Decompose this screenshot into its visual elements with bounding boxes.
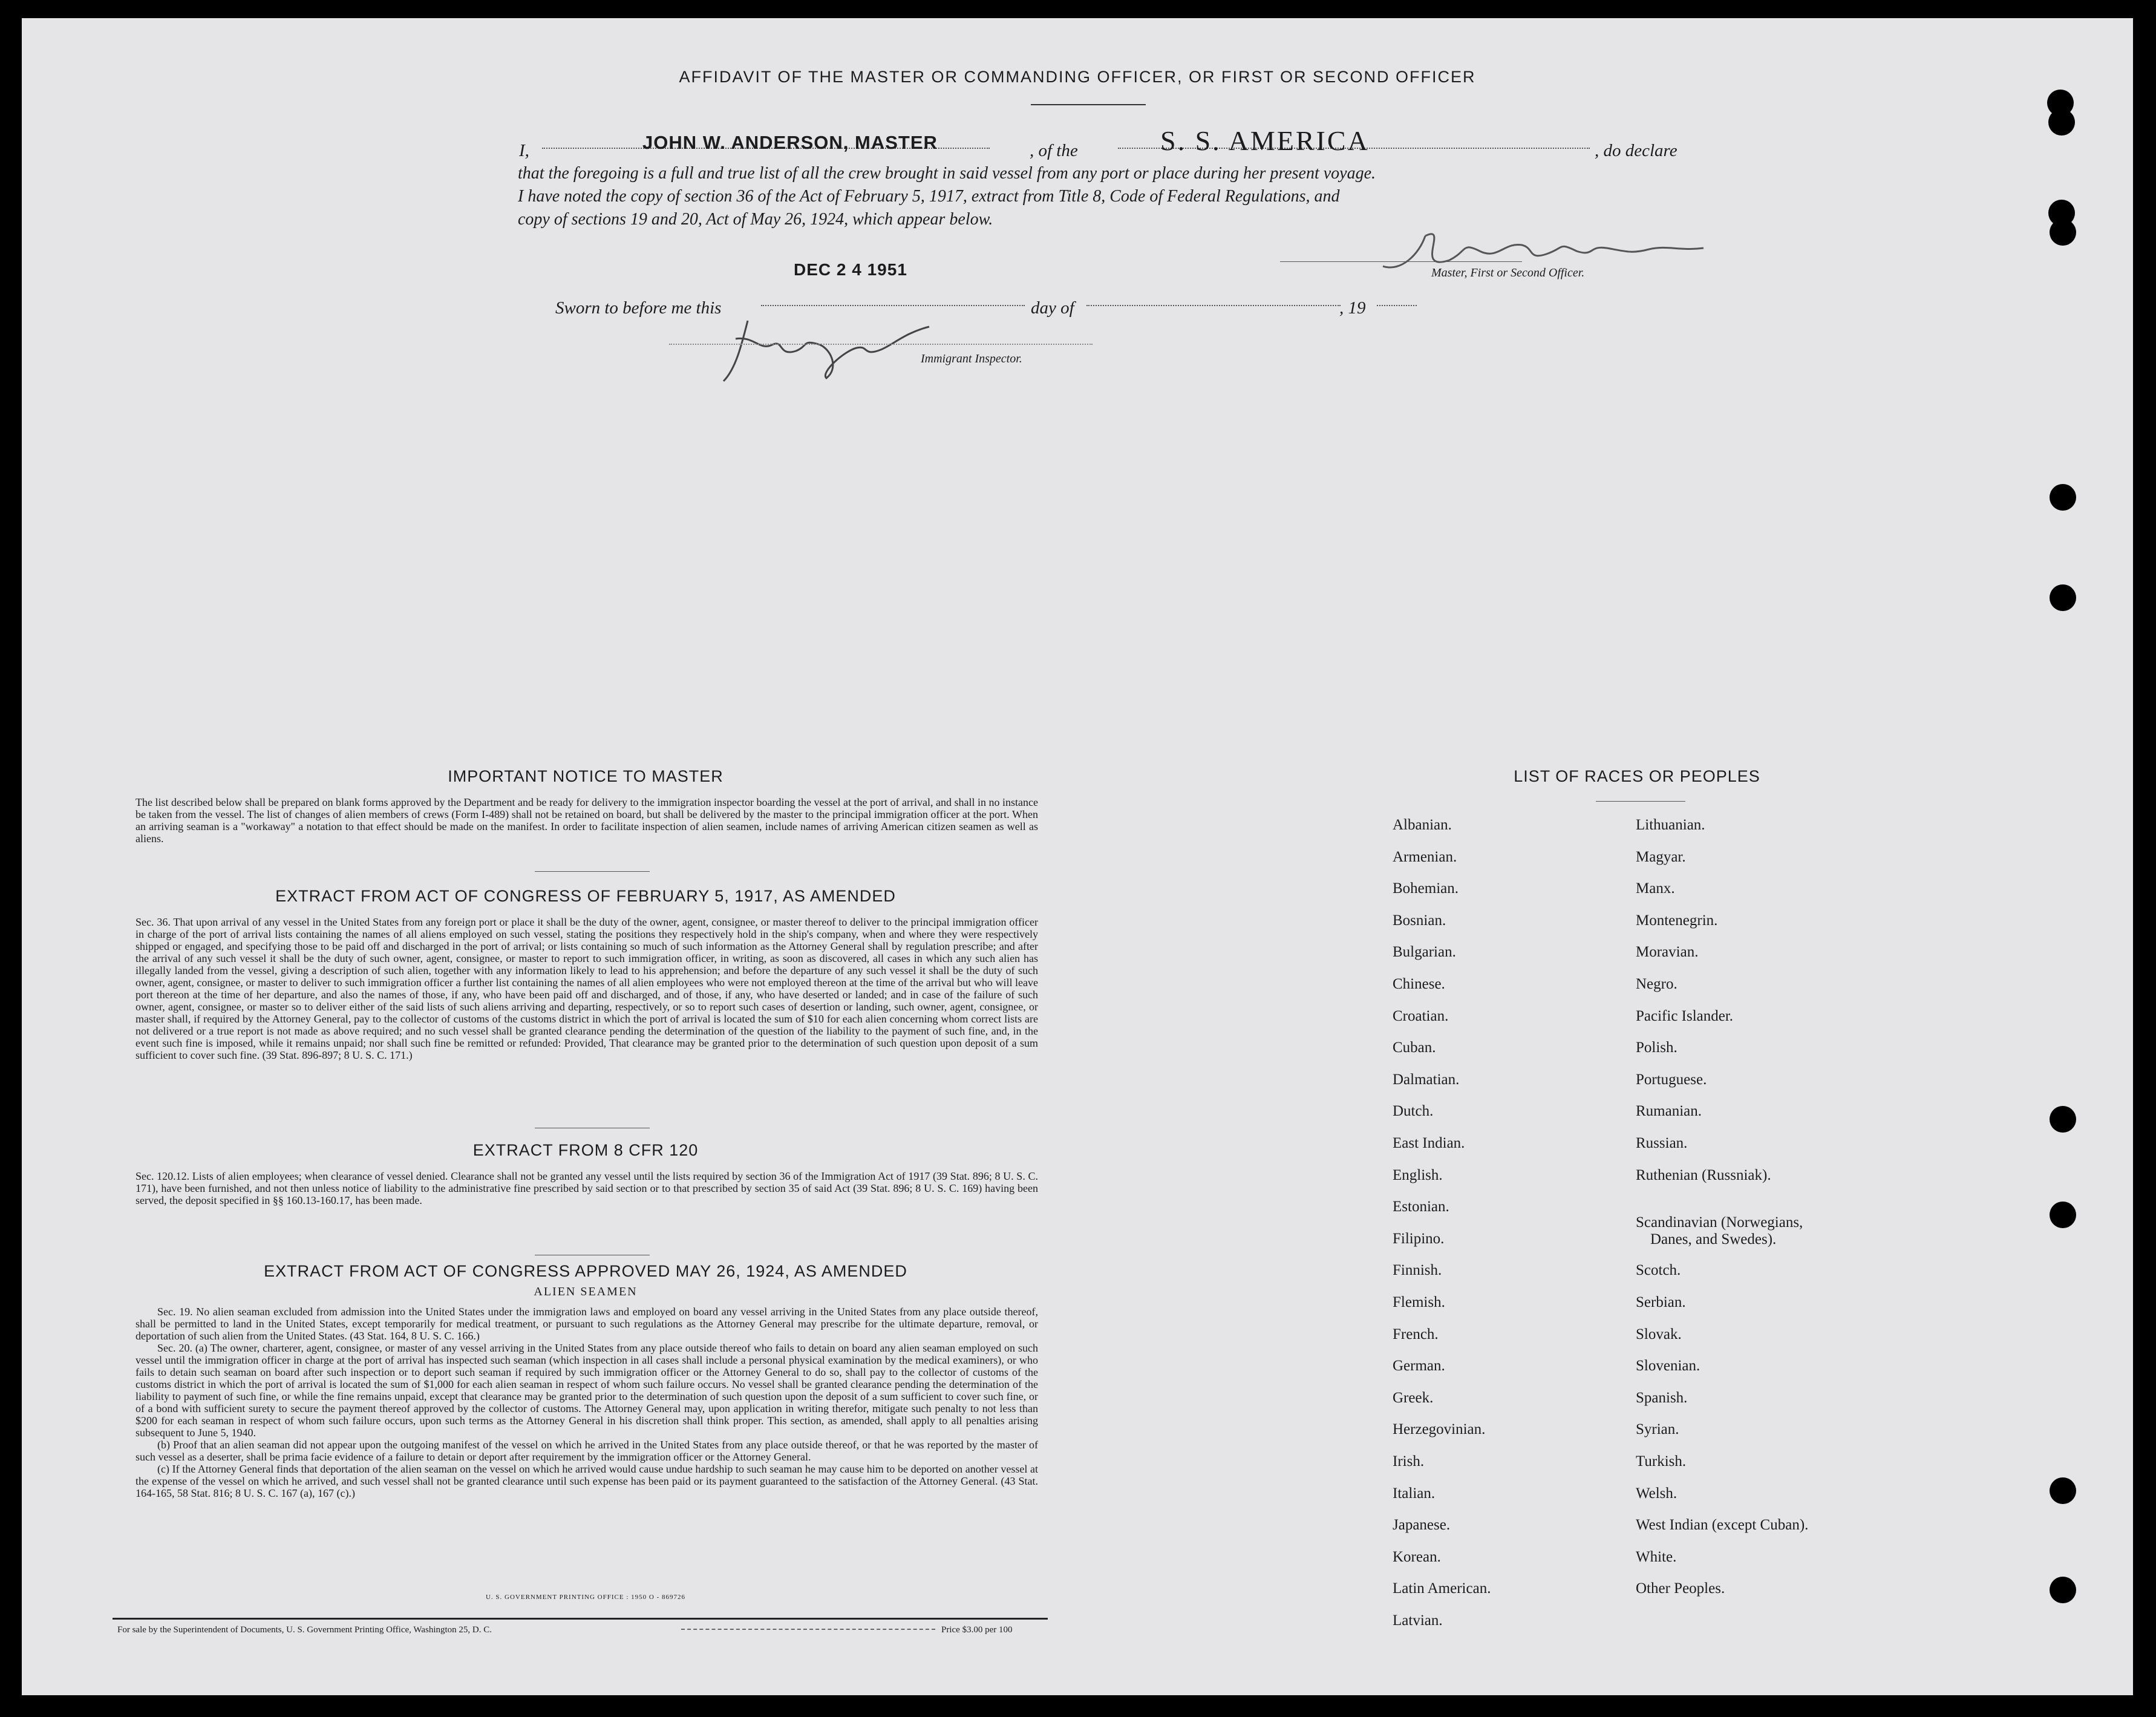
race-item: Syrian.: [1636, 1421, 1679, 1438]
race-item: Herzegovinian.: [1393, 1421, 1486, 1438]
extract-1917-text: Sec. 36. That upon arrival of any vessel in the United States from any foreign port or place it shall be the duty of the owner, agent, consignee, or master thereof to deliver to the principal immigration officer in charge of the port of arrival lists containing the names of all aliens employed on such vessel, stating the positions they respectively hold in the ship's company, when and where they were respectively shipped or engaged, and specifying those to be paid off and discharged in the port of arrival; or lists containing so much of such information as the Attorney General shall by regulation prescribe; and after the arrival of any such vessel it shall be the duty of such owner, agent, consignee, or master to report to such immigration officer, in writing, as soon as discovered, all cases in which any such alien has illegally landed from the vessel, giving a description of such alien, together with any information likely to lead to his apprehension; and before the departure of any such vessel it shall be the duty of such owner, agent, consignee, or master to deliver to such immigration officer a further list containing the names of all alien employees who were not employed thereon at the time of the arrival but who will leave port thereon at the time of her departure, and also the names of those, if any, who have been paid off and discharged, and of those, if any, who have deserted or landed; and in case of the failure of such owner, agent, consignee, or master so to deliver either of the said lists of such aliens arriving and departing, respectively, or so to report such cases of desertion or landing, such owner, agent, consignee, or master shall, if required by the Attorney General, pay to the collector of customs of the customs district in which the port of arrival is located the sum of $10 for each alien concerning whom correct lists are not delivered or a true report is not made as above required; and no such vessel shall be granted clearance pending the determination of the question of the liability to the payment of such fine, and, in the event such fine is imposed, while it remains unpaid; nor shall such fine be remitted or refunded: Provided, That clearance may be granted prior to the determination of such question upon deposit of a sum sufficient to cover such fine. (39 Stat. 896-897; 8 U. S. C. 171.): [136, 916, 1038, 1061]
race-item: Scandinavian (Norwegians,: [1636, 1214, 1803, 1231]
race-item: Moravian.: [1636, 944, 1699, 961]
race-item: Latvian.: [1393, 1612, 1443, 1629]
affidavit-title: AFFIDAVIT OF THE MASTER OR COMMANDING OFFICER, OR FIRST OR SECOND OFFICER: [679, 68, 1476, 86]
race-item: Bosnian.: [1393, 912, 1446, 929]
race-item: White.: [1636, 1548, 1677, 1565]
race-item: Flemish.: [1393, 1294, 1445, 1310]
form-page: [22, 18, 2133, 1695]
day-of-text: day of: [1031, 298, 1074, 318]
punch-hole: [2050, 1202, 2076, 1228]
race-item: Dalmatian.: [1393, 1071, 1460, 1088]
title-rule: [1031, 104, 1146, 105]
punch-hole: [2050, 219, 2076, 246]
affidavit-line-2: that the foregoing is a full and true list of all the crew brought in said vessel from any port or place during her present voyage.: [518, 164, 1376, 183]
notice-text: The list described below shall be prepared on blank forms approved by the Department and be ready for delivery to the immigration inspector boarding the vessel at the port of arrival, and shall in no instance be taken from the vessel. The list of changes of alien members of crews (Form I-489) shall not be retained on board, but shall be delivered by the master to the principal immigration officer at the port. When an arriving seaman is a "workaway" a notation to that effect should be made on the manifest. In order to facilitate inspection of alien seamen, include names of arriving American citizen seamen as well as aliens.: [136, 796, 1038, 845]
race-item: German.: [1393, 1358, 1445, 1375]
race-item: Turkish.: [1636, 1453, 1687, 1470]
affidavit-line-4: copy of sections 19 and 20, Act of May 26, 1924, which appear below.: [518, 210, 993, 229]
extract-1917-heading: EXTRACT FROM ACT OF CONGRESS OF FEBRUARY 5, 1917, AS AMENDED: [275, 887, 896, 905]
notice-rule: [535, 871, 650, 872]
race-item: Serbian.: [1636, 1294, 1686, 1310]
sworn-month-line: [1086, 305, 1341, 306]
race-item: Other Peoples.: [1636, 1580, 1725, 1597]
punch-hole: [2050, 1477, 2076, 1504]
sec-20c-paragraph: (c) If the Attorney General finds that deportation of the alien seaman on the vessel on which he arrived would cause undue hardship to such seaman he may cause him to be deported on another vessel at the expense of the vessel on which he arrived, and such vessel shall not be granted clearance until such expense has been paid or its payment guaranteed to the satisfaction of the Attorney General. (43 Stat. 164-165, 58 Stat. 816; 8 U. S. C. 167 (a), 167 (c).): [136, 1463, 1038, 1499]
extract-cfr-text: Sec. 120.12. Lists of alien employees; when clearance of vessel denied. Clearance shall not be granted any vessel until the lists required by section 36 of the Immigration Act of 1917 (39 Stat. 896; 8 U. S. C. 171), have been furnished, and not then unless notice of liability to the administrative fine prescribed by said section or to that prescribed by section 35 of said Act (39 Stat. 896; 8 U. S. C. 169) having been served, the deposit specified in §§ 160.13-160.17, has been made.: [136, 1170, 1038, 1206]
races-heading: LIST OF RACES OR PEOPLES: [1514, 767, 1760, 785]
race-item: Irish.: [1393, 1453, 1425, 1470]
master-caption: Master, First or Second Officer.: [1431, 266, 1585, 280]
sec-19-paragraph: Sec. 19. No alien seaman excluded from admission into the United States under the immigration laws and employed on board any vessel arriving in the United States from any place outside thereof, shall be permitted to land in the United States, except temporarily for medical treatment, or pursuant to such regulations as the Attorney General may prescribe for the ultimate departure, removal, or deportation of such alien from the United States. (43 Stat. 164, 8 U. S. C. 166.): [136, 1306, 1038, 1342]
race-item: Croatian.: [1393, 1007, 1449, 1024]
race-item: Slovenian.: [1636, 1358, 1700, 1375]
sworn-text: Sworn to before me this: [555, 298, 722, 318]
extract-1924-body: [136, 1306, 1038, 1499]
punch-hole: [2048, 109, 2075, 136]
races-column-1: [1393, 817, 1610, 1652]
race-item: Rumanian.: [1636, 1103, 1702, 1120]
do-declare-text: , do declare: [1595, 141, 1677, 160]
extract-cfr-heading: EXTRACT FROM 8 CFR 120: [472, 1141, 699, 1159]
race-item: Negro.: [1636, 976, 1677, 992]
race-item: Spanish.: [1636, 1389, 1688, 1406]
signature-line: [1280, 261, 1522, 262]
gpo-imprint: U. S. GOVERNMENT PRINTING OFFICE : 1950 O - 869726: [485, 1594, 685, 1601]
footer-sale-text: For sale by the Superintendent of Documents, U. S. Government Printing Office, Washington 25, D. C.: [117, 1625, 492, 1635]
alien-seamen-subheading: ALIEN SEAMEN: [534, 1285, 638, 1298]
extract-1924-heading: EXTRACT FROM ACT OF CONGRESS APPROVED MAY 26, 1924, AS AMENDED: [264, 1262, 907, 1280]
race-item: Welsh.: [1636, 1485, 1677, 1502]
race-item: Armenian.: [1393, 848, 1457, 865]
affidavit-line-3: I have noted the copy of section 36 of the Act of February 5, 1917, extract from Title 8, Code of Federal Regulations, and: [518, 187, 1340, 206]
date-stamp: DEC 2 4 1951: [794, 260, 907, 279]
inspector-line: [669, 344, 1093, 345]
race-item: Bohemian.: [1393, 880, 1459, 897]
race-item: Albanian.: [1393, 817, 1452, 833]
year-prefix: , 19: [1339, 298, 1366, 318]
race-item: Portuguese.: [1636, 1071, 1707, 1088]
races-rule: [1596, 801, 1685, 802]
race-item: Dutch.: [1393, 1103, 1434, 1120]
races-column-2: [1636, 817, 1950, 1652]
race-item: English.: [1393, 1166, 1443, 1183]
race-item: Korean.: [1393, 1548, 1441, 1565]
race-item: Russian.: [1636, 1135, 1688, 1151]
lead-i: I,: [519, 141, 529, 160]
punch-hole: [2050, 1106, 2076, 1133]
race-item: Bulgarian.: [1393, 944, 1456, 961]
of-the-text: , of the: [1030, 141, 1078, 160]
punch-hole: [2050, 1577, 2076, 1603]
race-item: Polish.: [1636, 1039, 1677, 1056]
punch-hole: [2050, 584, 2076, 611]
race-item: Estonian.: [1393, 1199, 1449, 1215]
inspector-signature: [711, 303, 941, 390]
master-name: JOHN W. ANDERSON, MASTER: [642, 132, 938, 153]
race-item: West Indian (except Cuban).: [1636, 1517, 1809, 1534]
race-item: Filipino.: [1393, 1230, 1445, 1247]
race-item: Montenegrin.: [1636, 912, 1718, 929]
notice-heading: IMPORTANT NOTICE TO MASTER: [448, 767, 724, 785]
race-item: Finnish.: [1393, 1262, 1442, 1279]
race-item: Danes, and Swedes).: [1650, 1231, 1777, 1248]
footer-price: Price $3.00 per 100: [941, 1625, 1013, 1635]
race-item: Greek.: [1393, 1389, 1434, 1406]
vessel-name: S. S. AMERICA: [1160, 125, 1370, 156]
race-item: Latin American.: [1393, 1580, 1491, 1597]
race-item: Scotch.: [1636, 1262, 1681, 1279]
sec-20b-paragraph: (b) Proof that an alien seaman did not appear upon the outgoing manifest of the vessel on which he arrived in the United States from any place outside thereof, or that he was reported by the master of such vessel as a deserter, shall be prima facie evidence of a failure to detain or deport after requirement by the immigration officer or the Attorney General.: [136, 1439, 1038, 1463]
race-item: Ruthenian (Russniak).: [1636, 1166, 1771, 1183]
race-item: Italian.: [1393, 1485, 1436, 1502]
footer-leader: [681, 1629, 935, 1630]
race-item: Cuban.: [1393, 1039, 1436, 1056]
year-line: [1377, 305, 1417, 306]
race-item: East Indian.: [1393, 1135, 1465, 1151]
race-item: Slovak.: [1636, 1326, 1682, 1343]
race-item: Japanese.: [1393, 1517, 1451, 1534]
race-item: French.: [1393, 1326, 1439, 1343]
inspector-caption: Immigrant Inspector.: [921, 352, 1022, 365]
punch-hole: [2050, 484, 2076, 511]
race-item: Pacific Islander.: [1636, 1007, 1734, 1024]
race-item: Magyar.: [1636, 848, 1686, 865]
race-item: Lithuanian.: [1636, 817, 1705, 833]
sec-20a-paragraph: Sec. 20. (a) The owner, charterer, agent, consignee, or master of any vessel arriving in the United States from any place outside thereof who fails to detain on board any alien seaman employed on such vessel until the immigration officer in charge at the port of arrival has inspected such seaman (which inspection in all cases shall include a personal physical examination by the medical examiners), or who fails to detain such seaman on board after such inspection or to deport such seaman if required by such immigration officer or the Attorney General to do so, shall pay to the collector of customs of the customs district in which the port of arrival is located the sum of $1,000 for each alien seaman in respect of whom such failure occurs. No vessel shall be granted clearance pending the determination of the liability to payment of such fine, or while the fine remains unpaid, except that clearance may be granted prior to the determination of such question upon the deposit of a sum sufficient to cover such fine, or of a bond with sufficient surety to secure the payment thereof approved by the collector of customs. The Attorney General may, upon application in writing therefor, mitigate such penalty to not less than $200 for each seaman in respect of whom such failure occurs, upon such terms as the Attorney General in his discretion shall think proper. This section, as amended, shall apply to all penalties arising subsequent to June 5, 1940.: [136, 1342, 1038, 1439]
race-item: Manx.: [1636, 880, 1675, 897]
race-item: Chinese.: [1393, 976, 1445, 992]
footer-rule: [113, 1618, 1048, 1620]
